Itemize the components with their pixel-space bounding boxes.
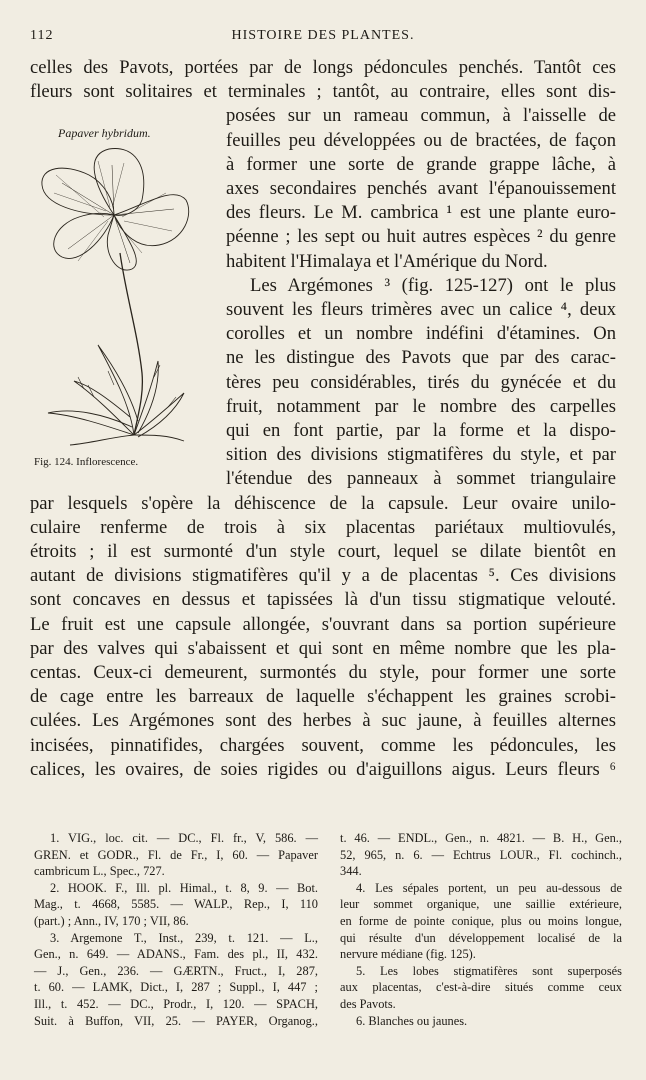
footnote-line: Mag., t. 4668, 5585. — WALP., Rep., I, 110 — [34, 897, 318, 912]
footnotes-left-column — [34, 830, 318, 1029]
footnote-line: en forme de pointe conique, plus ou moins longue, — [340, 913, 622, 928]
text-line: axes secondaires penchés avant l'épanouissement — [226, 178, 616, 199]
footnotes-right-column — [340, 830, 622, 1029]
footnote-line: Suit. à Buffon, VII, 25. — PAYER, Organog., — [34, 1013, 318, 1028]
text-line: posées sur un rameau commun, à l'aisselle de — [226, 105, 616, 127]
footnote-line: leur sommet organique, une saillie extérieure, — [340, 897, 622, 912]
footnote-line: GREN. et GODR., Fl. de Fr., I, 60. — Papaver — [34, 847, 318, 862]
text-line: Les Argémones ³ (fig. 125-127) ont le plus — [250, 274, 616, 296]
footnote-line: qui résulte d'un développement localisé de la — [340, 930, 622, 945]
footnote-line: Ill., t. 452. — DC., Prodr., I, 120. — SPACH, — [34, 996, 318, 1011]
text-line: culées. Les Argémones sont des herbes à suc jaune, à feuilles alternes — [30, 710, 616, 732]
footnote-line: t. 60. — LAMK, Dict., I, 287 ; Suppl., I, 447 ; — [34, 980, 318, 995]
text-line: habitent l'Himalaya et l'Amérique du Nord. — [226, 250, 548, 272]
text-line: étroits ; il est surmonté d'un style court, lequel se dilate bientôt en — [30, 541, 616, 562]
text-line: l'étendue des panneaux à sommet triangulaire — [226, 468, 616, 490]
footnote-line: 6. Blanches ou jaunes. — [356, 1013, 468, 1028]
text-line: par des valves qui s'abaissent et qui sont en même nombre que les pla- — [30, 637, 616, 659]
text-line: fleurs sont solitaires et terminales ; tantôt, au contraire, elles sont dis- — [30, 81, 616, 103]
text-right-column — [226, 104, 616, 491]
text-line: autant de divisions stigmatifères qu'il y a de placentas ⁵. Ces divisions — [30, 565, 616, 587]
running-title: HISTOIRE DES PLANTES. — [231, 28, 415, 43]
text-line: corolles et un nombre indéfini d'étamines. On — [226, 323, 616, 345]
text-line: culaire renferme de trois à six placentas pariétaux multiovulés, — [30, 516, 616, 538]
text-line: incisées, pinnatifides, chargées souvent, comme les pédoncules, les — [30, 734, 616, 756]
footnote-line: nervure médiane (fig. 125). — [340, 947, 476, 962]
text-line: à former une sorte de grande grappe lâche, à — [226, 153, 616, 175]
text-line: souvent les fleurs trimères avec un calice ⁴, deux — [226, 299, 616, 321]
figure-species-caption: Papaver hybridum. — [58, 126, 151, 140]
text-line: ne les distingue des Pavots que par des carac- — [226, 347, 616, 369]
text-line: par lesquels s'opère la déhiscence de la capsule. Leur ovaire unilo- — [30, 492, 616, 514]
text-line: qui en font partie, par la forme et la dispo- — [226, 420, 616, 442]
footnote-line: 52, 965, n. 6. — Echtrus LOUR., Fl. cochinch., — [340, 847, 622, 862]
footnote-line: 5. Les lobes stigmatifères sont superposés — [356, 963, 622, 978]
text-top-block — [30, 56, 616, 104]
text-line: tères peu considérables, tirés du gynécée et du — [226, 371, 616, 393]
text-line: sition des divisions stigmatifères du style, et par — [226, 444, 616, 466]
text-line: fruit, notamment par le nombre des carpelles — [226, 395, 616, 417]
footnote-line: 2. HOOK. F., Ill. pl. Himal., t. 8, 9. — Bot. — [50, 880, 318, 895]
text-line: feuilles peu développées ou de bractées, de façon — [226, 129, 616, 151]
text-line: celles des Pavots, portées par de longs pédoncules penchés. Tantôt ces — [30, 57, 616, 78]
footnote-line: des Pavots. — [340, 996, 396, 1011]
text-line: Le fruit est une capsule allongée, s'ouvrant dans sa portion supérieure — [30, 613, 616, 635]
footnote-line: 1. VIG., loc. cit. — DC., Fl. fr., V, 586. — — [50, 831, 318, 845]
footnote-line: (part.) ; Ann., IV, 170 ; VII, 86. — [34, 913, 189, 928]
text-line: de cage entre les barreaux de laquelle s'échappent les graines scrobi- — [30, 686, 616, 708]
page-header — [30, 28, 616, 48]
footnote-line: t. 46. — ENDL., Gen., n. 4821. — B. H., Gen., — [340, 831, 622, 845]
footnote-line: aux placentas, c'est-à-dire situés comme ceux — [340, 980, 622, 995]
text-line: des fleurs. Le M. cambrica ¹ est une plante euro- — [226, 202, 616, 224]
poppy-illustration — [34, 145, 194, 453]
text-bottom-block — [30, 492, 616, 782]
footnote-line: — J., Gen., 236. — GÆRTN., Fruct., I, 287, — [34, 963, 318, 978]
text-line: sont concaves en dessus et tapissées là d'un tissu stigmatique velouté. — [30, 589, 616, 611]
text-line: centas. Ceux-ci demeurent, surmontés du style, pour former une sorte — [30, 662, 616, 684]
page-number: 112 — [30, 28, 54, 43]
footnote-line: 3. Argemone T., Inst., 239, t. 121. — L., — [50, 930, 318, 945]
footnote-line: 4. Les sépales portent, un peu au-dessous de — [356, 880, 622, 895]
figure-number-caption: Fig. 124. Inflorescence. — [34, 456, 139, 468]
text-line: calices, les ovaires, de soies rigides ou d'aiguillons aigus. Leurs fleurs ⁶ — [30, 758, 616, 780]
footnote-line: cambricum L., Spec., 727. — [34, 864, 165, 879]
footnote-line: 344. — [340, 864, 362, 879]
text-line: péenne ; les sept ou huit autres espèces ² du genre — [226, 226, 616, 248]
footnote-line: Gen., n. 649. — ADANS., Fam. des pl., II, 432. — [34, 947, 318, 962]
